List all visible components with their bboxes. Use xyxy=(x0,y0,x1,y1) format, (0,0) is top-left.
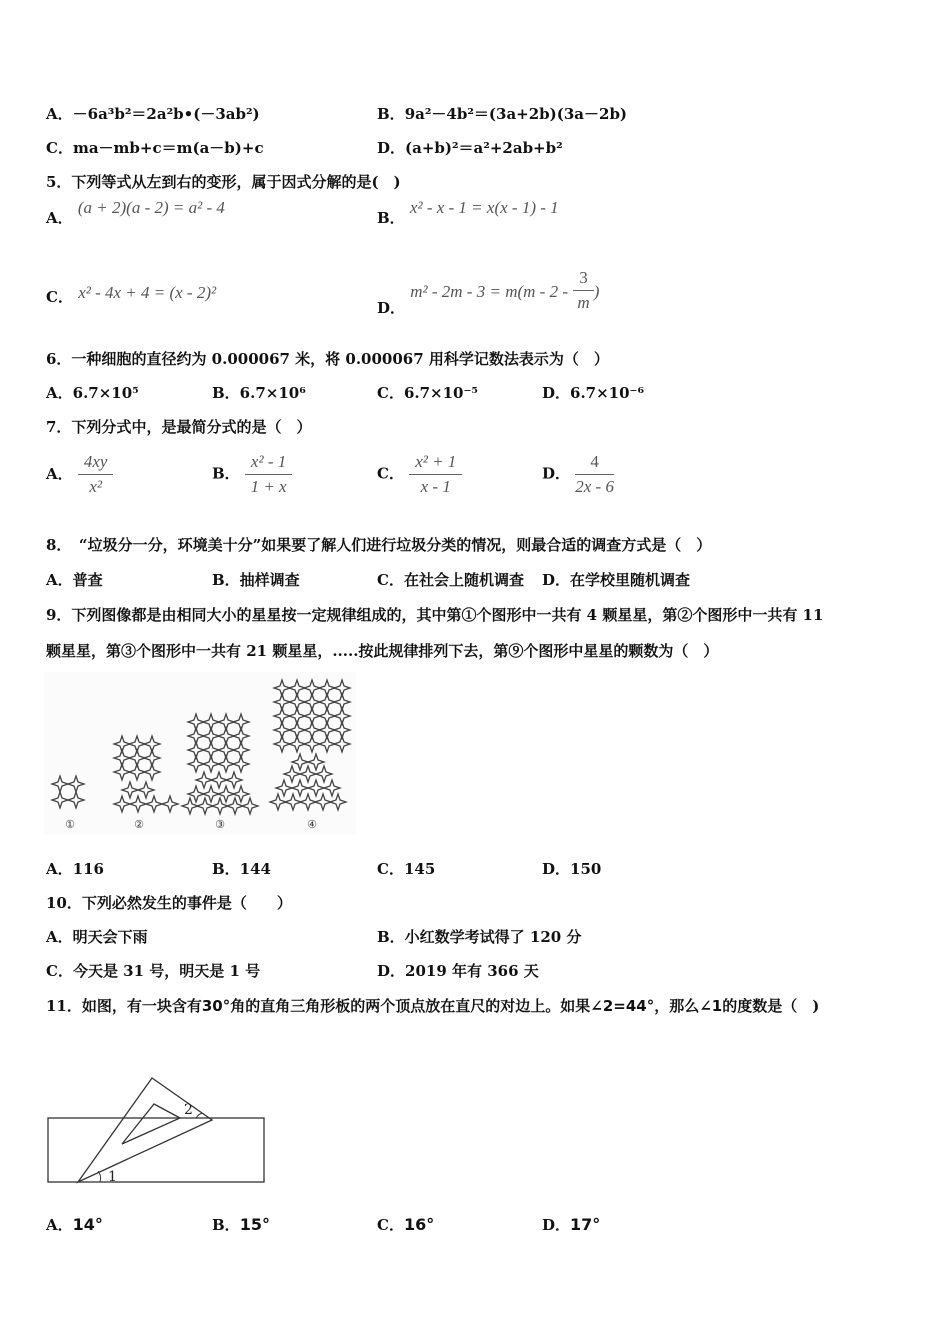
q11-stem-pre: 11．如图，有一块含有 xyxy=(46,997,202,1015)
q4-a-label: A． xyxy=(46,105,73,123)
q10-option-b: B．小红数学考试得了 120 分 xyxy=(377,928,582,946)
q11-stem-post: 的度数是（ ) xyxy=(722,997,820,1015)
q4-option-d xyxy=(377,137,563,158)
q11-ruler-triangle-figure xyxy=(44,1072,272,1188)
q7-d-label: D． xyxy=(542,464,571,483)
q7-d-numerator: 4 xyxy=(575,452,614,475)
q8-stem: 8． “垃圾分一分，环境美十分”如果要了解人们进行垃圾分类的情况，则最合适的调查方式是（ ） xyxy=(46,536,712,554)
q5-stem: 5．下列等式从左到右的变形，属于因式分解的是( ) xyxy=(46,173,401,191)
q9-figure-label-4: ④ xyxy=(307,818,317,831)
q11-angle-label-1: 1 xyxy=(108,1169,117,1185)
q7-a-label: A． xyxy=(46,464,73,483)
q7-a-numerator: 4xy xyxy=(78,452,114,475)
q7-c-label: C． xyxy=(377,464,404,483)
q9-option-a: A．116 xyxy=(46,860,104,878)
q4-b-label: B． xyxy=(377,105,405,123)
q5-b-label: B． xyxy=(377,209,405,227)
q7-option-c xyxy=(377,452,462,497)
q7-d-denominator: 2x - 6 xyxy=(575,477,614,496)
q7-c-fraction xyxy=(409,452,462,497)
q11-d-label: D． xyxy=(542,1216,571,1234)
q5-d-numerator: 3 xyxy=(573,268,594,291)
q11-ruler xyxy=(48,1118,264,1182)
q8-option-b: B．抽样调查 xyxy=(212,571,300,589)
q11-option-c xyxy=(377,1214,434,1235)
q7-d-fraction xyxy=(575,452,614,497)
q7-c-numerator: x² + 1 xyxy=(409,452,462,475)
q7-a-denominator: x² xyxy=(89,477,102,496)
q7-c-denominator: x - 1 xyxy=(420,477,451,496)
q9-figure-label-2: ② xyxy=(134,818,144,831)
q5-d-math-pre: m² - 2m - 3 = m(m - 2 - xyxy=(410,281,568,301)
q5-c-math: x² - 4x + 4 = (x - 2)² xyxy=(78,283,217,302)
q9-option-d: D．150 xyxy=(542,860,602,878)
q11-triangle-inner xyxy=(122,1104,180,1144)
q11-a-value: 14° xyxy=(72,1215,103,1234)
q4-b-text: 9a²－4b²＝(3a+2b)(3a－2b) xyxy=(404,105,628,123)
q5-b-math: x² - x - 1 = x(x - 1) - 1 xyxy=(409,198,559,217)
q7-b-label: B． xyxy=(212,464,240,483)
q6-option-a: A．6.7×10⁵ xyxy=(46,384,139,402)
q5-option-d xyxy=(377,262,600,317)
q11-d-value: 17° xyxy=(570,1215,601,1234)
q7-option-b xyxy=(212,452,292,497)
q4-d-text: (a+b)²＝a²+2ab+b² xyxy=(405,139,563,157)
q4-c-text: ma－mb+c＝m(a－b)+c xyxy=(72,139,264,157)
q5-d-label: D． xyxy=(377,298,406,317)
q11-c-value: 16° xyxy=(403,1215,435,1234)
q11-triangle-outer xyxy=(78,1078,212,1182)
q11-stem-angle2: 2=44° xyxy=(602,997,655,1015)
q7-b-denominator: 1 + x xyxy=(250,477,287,496)
q5-d-fraction xyxy=(573,268,594,313)
q10-option-c: C．今天是 31 号，明天是 1 号 xyxy=(46,962,261,980)
q7-b-fraction xyxy=(245,452,292,497)
q5-option-b xyxy=(377,198,559,228)
q6-stem: 6．一种细胞的直径约为 0.000067 米，将 0.000067 用科学记数法表示为（ ） xyxy=(46,350,609,368)
q11-angle-label-2: 2 xyxy=(184,1102,193,1118)
q8-option-a: A．普查 xyxy=(46,571,103,589)
q8-option-c: C．在社会上随机调查 xyxy=(377,571,524,589)
q11-stem-angle3: 1 xyxy=(711,997,723,1015)
q9-figure-label-1: ① xyxy=(65,818,75,831)
q5-c-label: C． xyxy=(46,288,73,306)
q11-stem-angle1: 30° xyxy=(201,997,231,1015)
q4-option-c xyxy=(46,137,264,158)
q9-option-c: C．145 xyxy=(377,860,436,878)
q11-b-value: 15° xyxy=(239,1215,270,1234)
q11-option-a xyxy=(46,1214,103,1235)
q7-option-d xyxy=(542,452,614,497)
q5-d-math-post: ) xyxy=(593,281,600,301)
q5-option-a xyxy=(46,198,225,228)
q5-a-label: A． xyxy=(46,209,73,227)
q5-d-denominator: m xyxy=(577,293,590,312)
q11-c-label: C． xyxy=(377,1216,404,1234)
q9-stem-line1: 9．下列图像都是由相同大小的星星按一定规律组成的，其中第①个图形中一共有 4 颗星星，第②个图形中一共有 11 xyxy=(46,606,824,624)
q4-c-label: C． xyxy=(46,139,73,157)
q11-option-b xyxy=(212,1214,270,1235)
q4-d-label: D． xyxy=(377,139,406,157)
q9-figure-label-3: ③ xyxy=(215,818,225,831)
q5-a-math: (a + 2)(a - 2) = a² - 4 xyxy=(77,198,225,217)
q9-option-b: B．144 xyxy=(212,860,271,878)
q10-option-d: D．2019 年有 366 天 xyxy=(377,962,539,980)
q10-stem: 10．下列必然发生的事件是（ ） xyxy=(46,894,292,912)
q8-option-d: D．在学校里随机调查 xyxy=(542,571,691,589)
q5-option-c xyxy=(46,283,217,307)
q9-star-figure xyxy=(44,672,356,834)
q11-stem xyxy=(46,995,819,1016)
q6-option-b: B．6.7×10⁶ xyxy=(212,384,306,402)
q11-stem-mid: 角的直角三角形板的两个顶点放在直尺的对边上。如果∠ xyxy=(230,997,603,1015)
q6-option-c: C．6.7×10⁻⁵ xyxy=(377,384,478,402)
q6-option-d: D．6.7×10⁻⁶ xyxy=(542,384,645,402)
q7-a-fraction xyxy=(78,452,114,497)
q7-option-a xyxy=(46,452,113,497)
q9-stem-line2: 颗星星，第③个图形中一共有 21 颗星星，.....按此规律排列下去，第⑨个图形中星星的颗数为（ ） xyxy=(46,642,719,660)
q10-option-a: A．明天会下雨 xyxy=(46,928,148,946)
q11-stem-mid2: ，那么∠ xyxy=(654,997,712,1015)
q4-option-a xyxy=(46,103,260,124)
q11-option-d xyxy=(542,1214,600,1235)
q11-a-label: A． xyxy=(46,1216,73,1234)
q4-option-b xyxy=(377,103,627,124)
q11-b-label: B． xyxy=(212,1216,240,1234)
q4-a-text: －6a³b²＝2a²b•(－3ab²) xyxy=(72,105,260,123)
q7-b-numerator: x² - 1 xyxy=(245,452,292,475)
q7-stem: 7．下列分式中，是最简分式的是（ ） xyxy=(46,418,312,436)
